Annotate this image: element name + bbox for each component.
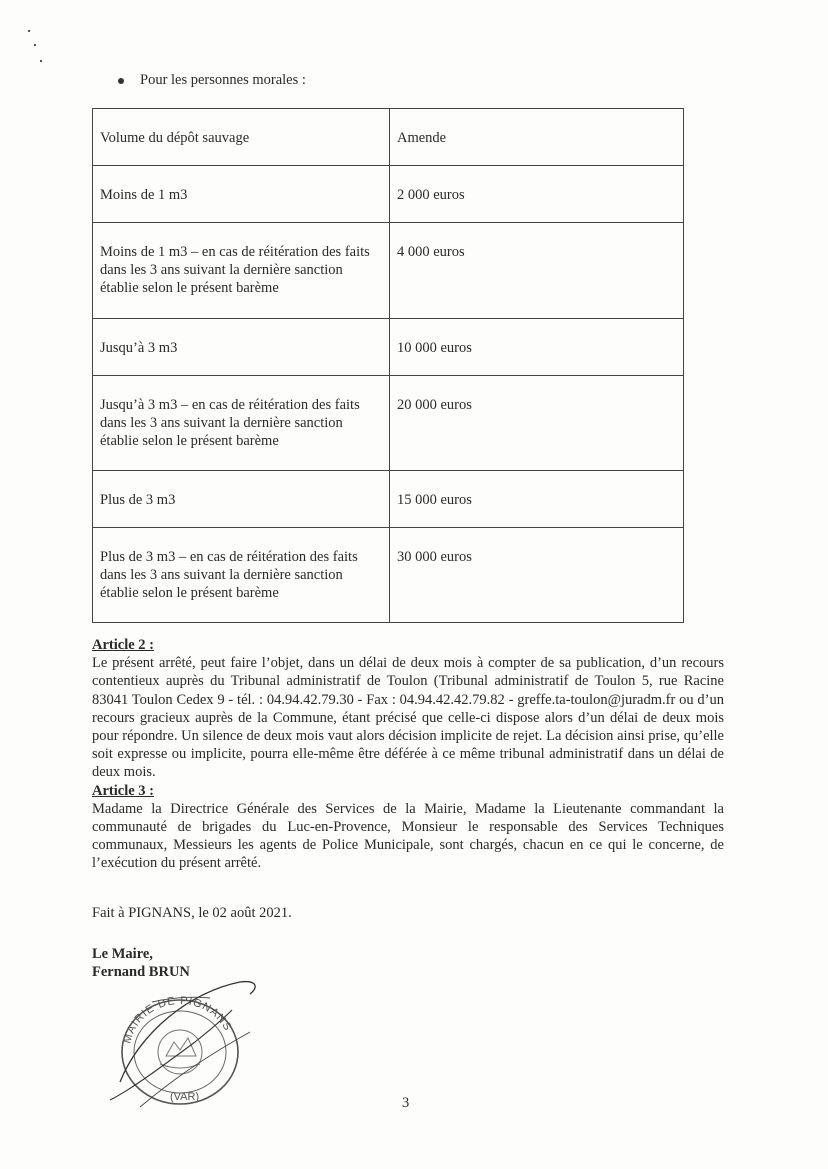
articles-section xyxy=(92,636,724,873)
table-row xyxy=(93,166,684,223)
cell-amende: 20 000 euros xyxy=(390,376,684,471)
article-2-text: Le présent arrêté, peut faire l’objet, dans un délai de deux mois à compter de sa publication, d’un recours contentieux auprès du Tribunal administratif de Toulon (Tribunal administratif de Toulon 5, rue Racine 83041 Toulon Cedex 9 - tél. : 04.94.42.79.30 - Fax : 04.94.42.42.79.82 - greffe.ta-toulon@juradm.fr ou d’un recours gracieux auprès de la Commune, étant précisé que celle-ci dispose alors d’un délai de deux mois pour répondre. Un silence de deux mois vaut alors décision implicite de rejet. La décision ainsi prise, qu’elle soit expresse ou implicite, pourra elle-même être déférée à ce même tribunal administratif dans un délai de deux mois. xyxy=(92,655,724,781)
table-row xyxy=(93,528,684,623)
table-header-row xyxy=(93,109,684,166)
article-3-title: Article 3 : xyxy=(92,782,154,799)
date-place-line: Fait à PIGNANS, le 02 août 2021. xyxy=(92,905,292,921)
stamp-bottom-text: (VAR) xyxy=(170,1091,200,1103)
cell-amende: 15 000 euros xyxy=(390,471,684,528)
scan-speck xyxy=(34,44,36,46)
scan-speck xyxy=(40,60,42,62)
signer-name: Fernand BRUN xyxy=(92,964,190,980)
cell-volume: Moins de 1 m3 xyxy=(93,166,390,223)
cell-volume: Jusqu’à 3 m3 – en cas de réitération des faits dans les 3 ans suivant la dernière sanction établie selon le présent barème xyxy=(93,376,390,471)
cell-amende: 4 000 euros xyxy=(390,223,684,319)
svg-text:MAIRIE DE PIGNANS xyxy=(121,995,233,1045)
intro-bullet-text: Pour les personnes morales : xyxy=(140,72,306,88)
signer-role: Le Maire, xyxy=(92,946,153,962)
article-2-title: Article 2 : xyxy=(92,637,154,653)
header-volume: Volume du dépôt sauvage xyxy=(93,109,390,166)
page-number: 3 xyxy=(402,1095,410,1111)
bullet-icon xyxy=(118,78,124,84)
table-row xyxy=(93,223,684,319)
cell-volume: Jusqu’à 3 m3 xyxy=(93,319,390,376)
cell-volume: Plus de 3 m3 – en cas de réitération des faits dans les 3 ans suivant la dernière sanction établie selon le présent barème xyxy=(93,528,390,623)
article-3-text: Madame la Directrice Générale des Services de la Mairie, Madame la Lieutenante commandant la communauté de brigades du Luc-en-Provence, Monsieur le responsable des Services Techniques communaux, Messieurs les agents de Police Municipale, sont chargés, chacun en ce qui le concerne, de l’exécution du présent arrêté. xyxy=(92,800,724,872)
cell-volume: Moins de 1 m3 – en cas de réitération des faits dans les 3 ans suivant la dernière sanction établie selon le présent barème xyxy=(93,223,390,319)
header-amende: Amende xyxy=(390,109,684,166)
cell-amende: 2 000 euros xyxy=(390,166,684,223)
table-row xyxy=(93,471,684,528)
table-row xyxy=(93,376,684,471)
mairie-stamp-icon xyxy=(100,972,270,1112)
scan-speck xyxy=(28,30,30,32)
stamp-top-text: MAIRIE DE PIGNANS xyxy=(121,994,234,1045)
fines-table xyxy=(92,108,684,623)
cell-amende: 30 000 euros xyxy=(390,528,684,623)
cell-amende: 10 000 euros xyxy=(390,319,684,376)
table-row xyxy=(93,319,684,376)
cell-volume: Plus de 3 m3 xyxy=(93,471,390,528)
intro-bullet xyxy=(118,72,306,89)
